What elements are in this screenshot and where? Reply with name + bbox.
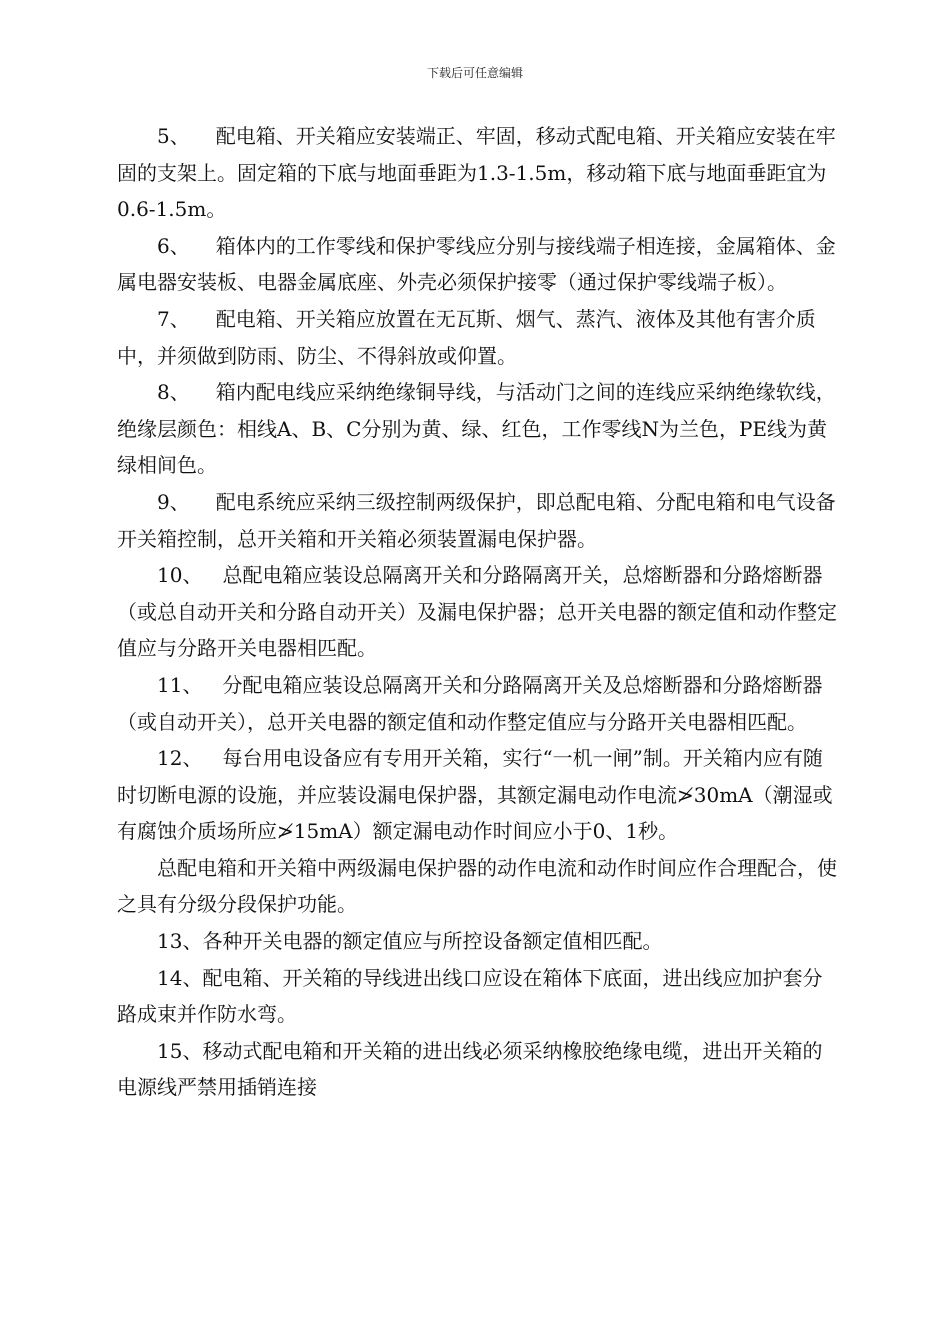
item-number: 7、 xyxy=(157,306,190,331)
paragraph-12-note xyxy=(117,850,837,923)
item-number: 11、 xyxy=(157,672,203,697)
paragraph-13 xyxy=(117,923,837,960)
paragraph-7 xyxy=(117,301,837,374)
paragraph-text: 配电系统应采纳三级控制两级保护，即总配电箱、分配电箱和电气设备开关箱控制，总开关箱和开关箱必须装置漏电保护器。 xyxy=(117,489,836,551)
paragraph-text: 总配电箱应装设总隔离开关和分路隔离开关，总熔断器和分路熔断器（或总自动开关和分路自动开关）及漏电保护器；总开关电器的额定值和动作整定值应与分路开关电器相匹配。 xyxy=(117,563,837,661)
paragraph-text: 箱体内的工作零线和保护零线应分别与接线端子相连接，金属箱体、金属电器安装板、电器金属底座、外壳必须保护接零（通过保护零线端子板）。 xyxy=(117,233,836,295)
paragraph-12 xyxy=(117,740,837,850)
paragraph-text: 箱内配电线应采纳绝缘铜导线，与活动门之间的连线应采纳绝缘软线，绝缘层颜色：相线A、B、C分别为黄、绿、红色，工作零线N为兰色，PE线为黄绿相间色。 xyxy=(117,380,836,478)
paragraph-15 xyxy=(117,1033,837,1106)
paragraph-9 xyxy=(117,484,837,557)
item-number: 8、 xyxy=(157,380,190,405)
item-number: 12、 xyxy=(157,746,203,771)
page-header: 下载后可任意编辑 xyxy=(426,66,523,80)
paragraph-text: 总配电箱和开关箱中两级漏电保护器的动作电流和动作时间应作合理配合，使之具有分级分段保护功能。 xyxy=(117,855,837,917)
item-number: 9、 xyxy=(157,489,190,514)
paragraph-text: 15、移动式配电箱和开关箱的进出线必须采纳橡胶绝缘电缆，进出开关箱的电源线严禁用插销连接 xyxy=(117,1038,823,1100)
paragraph-text: 每台用电设备应有专用开关箱，实行“一机一闸”制。开关箱内应有随时切断电源的设施，并应装设漏电保护器，其额定漏电动作电流≯30mA（潮湿或有腐蚀介质场所应≯15mA）额定漏电动作时间应小于0、1秒。 xyxy=(117,746,833,844)
item-number: 6、 xyxy=(157,233,190,258)
paragraph-11 xyxy=(117,667,837,740)
paragraph-text: 配电箱、开关箱应放置在无瓦斯、烟气、蒸汽、液体及其他有害介质中，并须做到防雨、防尘、不得斜放或仰置。 xyxy=(117,306,816,368)
paragraph-text: 配电箱、开关箱应安装端正、牢固，移动式配电箱、开关箱应安装在牢固的支架上。固定箱的下底与地面垂距为1.3-1.5m，移动箱下底与地面垂距宜为0.6-1.5m。 xyxy=(117,124,836,222)
paragraph-14 xyxy=(117,960,837,1033)
item-number: 10、 xyxy=(157,563,203,588)
item-number: 5、 xyxy=(157,124,190,148)
paragraph-text: 14、配电箱、开关箱的导线进出线口应设在箱体下底面，进出线应加护套分路成束并作防水弯。 xyxy=(117,965,823,1027)
paragraph-5 xyxy=(117,118,837,228)
paragraph-text: 分配电箱应装设总隔离开关和分路隔离开关及总熔断器和分路熔断器（或自动开关），总开关电器的额定值和动作整定值应与分路开关电器相匹配。 xyxy=(117,672,823,734)
document-body xyxy=(117,118,837,1106)
paragraph-8 xyxy=(117,374,837,484)
paragraph-text: 13、各种开关电器的额定值应与所控设备额定值相匹配。 xyxy=(157,929,663,954)
paragraph-10 xyxy=(117,557,837,667)
paragraph-6 xyxy=(117,228,837,301)
